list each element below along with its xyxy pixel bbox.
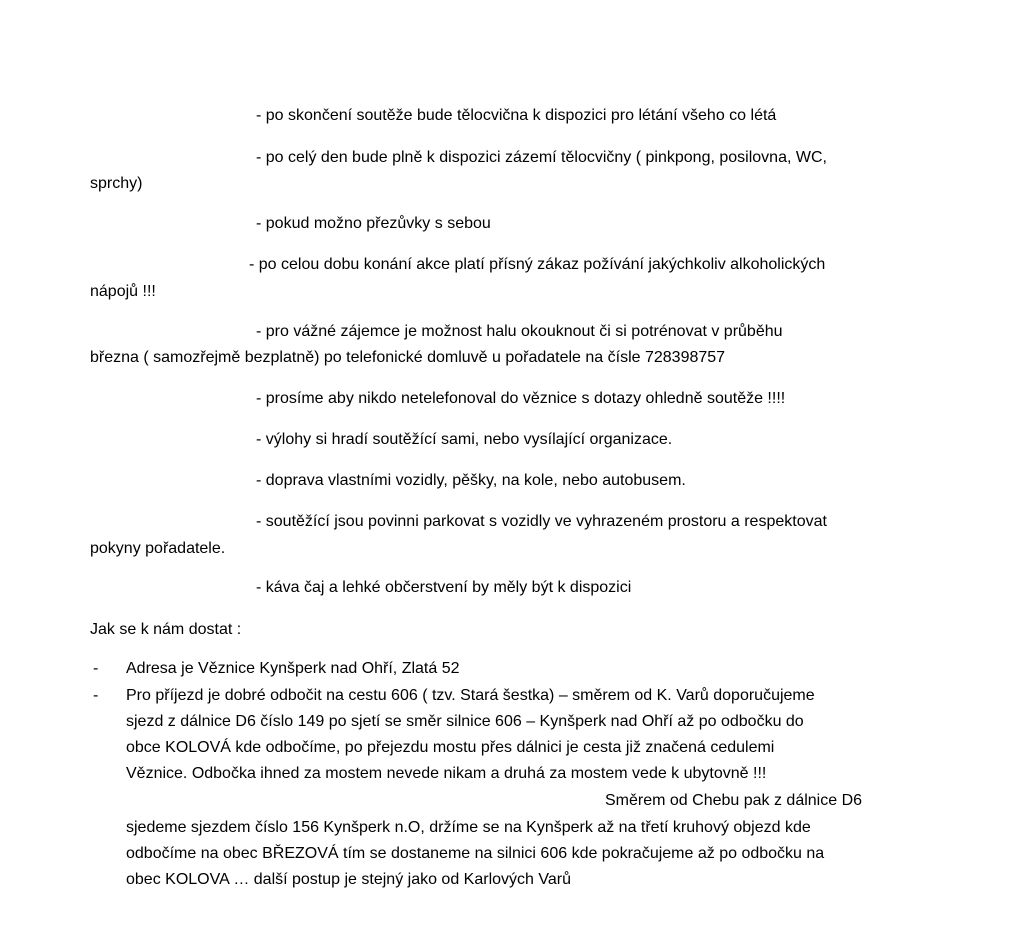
text-line: - pokud možno přezůvky s sebou (256, 215, 491, 232)
bullet-marker: - (93, 660, 99, 677)
text-line: Adresa je Věznice Kynšperk nad Ohří, Zlatá 52 (126, 660, 460, 677)
bullet-marker: - (93, 687, 99, 704)
text-line: nápojů !!! (90, 283, 156, 300)
text-line: - doprava vlastními vozidly, pěšky, na kole, nebo autobusem. (256, 472, 686, 489)
text-line: obec KOLOVA … další postup je stejný jako od Karlových Varů (126, 871, 571, 888)
text-line: Věznice. Odbočka ihned za mostem nevede nikam a druhá za mostem vede k ubytovně !!! (126, 765, 767, 782)
text-line: - soutěžící jsou povinni parkovat s vozidly ve vyhrazeném prostoru a respektovat (256, 513, 827, 530)
text-line: sprchy) (90, 175, 143, 192)
text-line: sjedeme sjezdem číslo 156 Kynšperk n.O, držíme se na Kynšperk až na třetí kruhový objezd kde (126, 819, 811, 836)
text-line: - výlohy si hradí soutěžící sami, nebo vysílající organizace. (256, 431, 673, 448)
text-line: - po skončení soutěže bude tělocvična k dispozici pro létání všeho co létá (256, 107, 777, 124)
text-line: - káva čaj a lehké občerstvení by měly být k dispozici (256, 579, 632, 596)
directions-heading: Jak se k nám dostat : (90, 621, 242, 638)
text-line: března ( samozřejmě bezplatně) po telefonické domluvě u pořadatele na čísle 728398757 (90, 349, 726, 366)
text-line: pokyny pořadatele. (90, 540, 226, 557)
text-line: - po celý den bude plně k dispozici zázemí tělocvičny ( pinkpong, posilovna, WC, (256, 149, 827, 166)
text-line: Směrem od Chebu pak z dálnice D6 (605, 792, 863, 809)
text-line: - prosíme aby nikdo netelefonoval do věznice s dotazy ohledně soutěže !!!! (256, 390, 786, 407)
text-line: sjezd z dálnice D6 číslo 149 po sjetí se směr silnice 606 – Kynšperk nad Ohří až po odbočku do (126, 713, 804, 730)
text-line: odbočíme na obec BŘEZOVÁ tím se dostaneme na silnici 606 kde pokračujeme až po odbočku na (126, 845, 825, 862)
text-line: - pro vážné zájemce je možnost halu okouknout či si potrénovat v průběhu (256, 323, 783, 340)
text-line: obce KOLOVÁ kde odbočíme, po přejezdu mostu přes dálnici je cesta již značená cedulemi (126, 739, 775, 756)
text-line: - po celou dobu konání akce platí přísný zákaz požívání jakýchkoliv alkoholických (249, 256, 826, 273)
text-line: Pro příjezd je dobré odbočit na cestu 606 ( tzv. Stará šestka) – směrem od K. Varů doporučujeme (126, 687, 815, 704)
